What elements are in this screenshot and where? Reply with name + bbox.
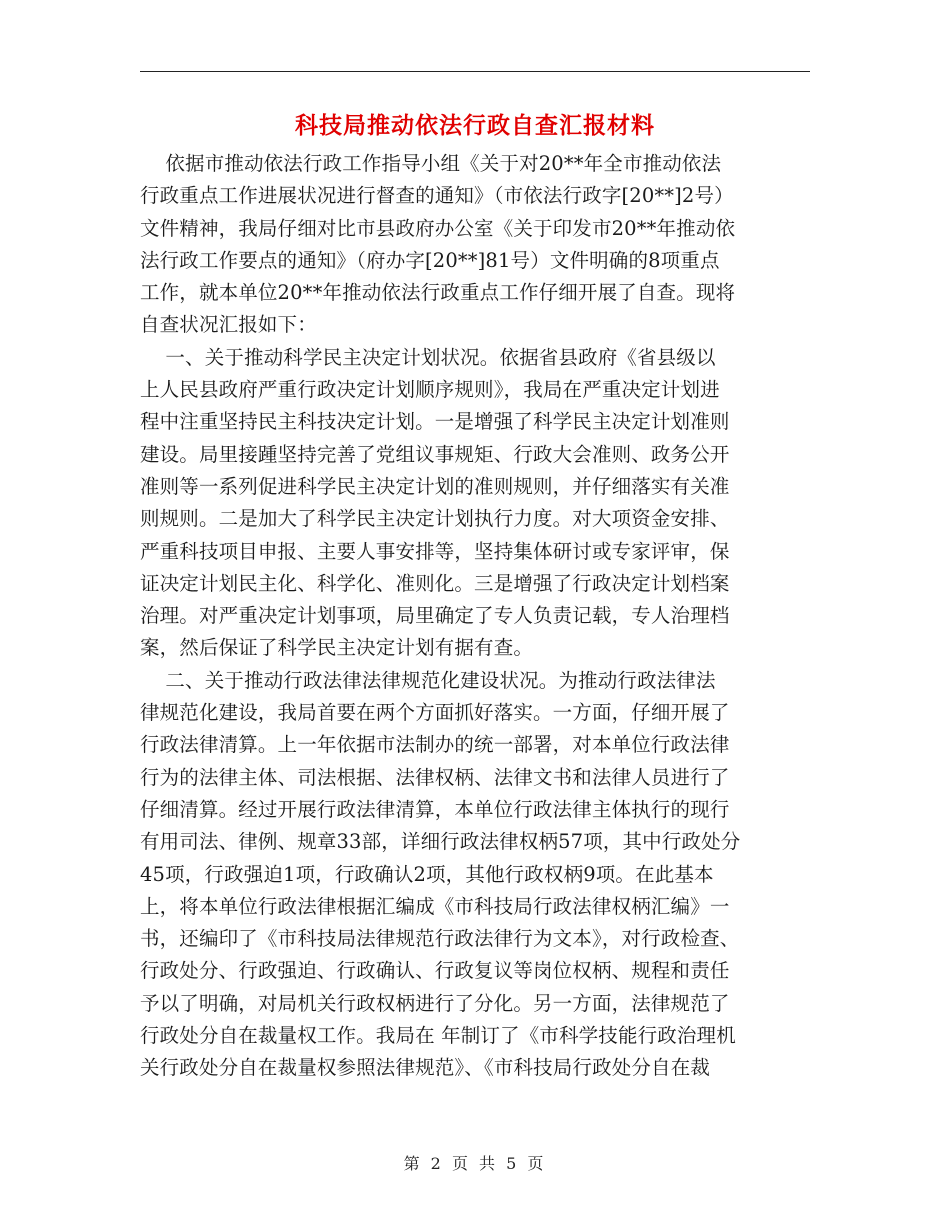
header-rule	[140, 71, 810, 72]
body-line: 工作，就本单位20**年推动依法行政重点工作仔细开展了自查。现将	[140, 281, 736, 305]
body-line: 仔细清算。经过开展行政法律清算，本单位行政法律主体执行的现行	[140, 797, 730, 821]
body-line: 行为的法律主体、司法根据、法律权柄、法律文书和法律人员进行了	[140, 765, 730, 789]
body-line: 建设。局里接踵坚持完善了党组议事规矩、行政大会准则、政务公开	[140, 442, 730, 466]
body-line: 自查状况汇报如下：	[140, 313, 317, 337]
body-line: 治理。对严重决定计划事项，局里确定了专人负责记载，专人治理档	[140, 604, 730, 628]
document-body	[140, 148, 810, 1085]
body-line: 准则等一系列促进科学民主决定计划的准则规则，并仔细落实有关准	[140, 474, 730, 498]
body-line: 则规则。二是加大了科学民主决定计划执行力度。对大项资金安排、	[140, 507, 730, 531]
body-line: 法行政工作要点的通知》（府办字[20**]81号）文件明确的8项重点	[140, 248, 720, 272]
body-line: 书，还编印了《市科技局法律规范行政法律行为文本》，对行政检查、	[140, 927, 740, 951]
body-line: 严重科技项目申报、主要人事安排等，坚持集体研讨或专家评审，保	[140, 539, 730, 563]
body-line: 行政重点工作进展状况进行督查的通知》（市依法行政字[20**]2号）	[140, 184, 734, 208]
body-line: 行政处分、行政强迫、行政确认、行政复议等岗位权柄、规程和责任	[140, 959, 730, 983]
body-line: 案，然后保证了科学民主决定计划有据有查。	[140, 636, 534, 660]
body-line: 行政法律清算。上一年依据市法制办的统一部署，对本单位行政法律	[140, 733, 730, 757]
body-line: 行政处分自在裁量权工作。我局在 年制订了《市科学技能行政治理机	[140, 1024, 736, 1048]
body-line: 依据市推动依法行政工作指导小组《关于对20**年全市推动依法	[140, 152, 722, 175]
body-line: 证决定计划民主化、科学化、准则化。三是增强了行政决定计划档案	[140, 571, 730, 595]
body-line: 二、关于推动行政法律法律规范化建设状况。为推动行政法律法	[140, 668, 716, 692]
body-line: 45项，行政强迫1项，行政确认2项，其他行政权柄9项。在此基本	[140, 862, 714, 886]
body-line: 有用司法、律例、规章33部，详细行政法律权柄57项，其中行政处分	[140, 830, 741, 854]
body-line: 一、关于推动科学民主决定计划状况。依据省县政府《省县级以	[140, 345, 716, 369]
body-line: 予以了明确，对局机关行政权柄进行了分化。另一方面，法律规范了	[140, 991, 730, 1015]
body-line: 律规范化建设，我局首要在两个方面抓好落实。一方面，仔细开展了	[140, 701, 730, 725]
body-line: 上人民县政府严重行政决定计划顺序规则》，我局在严重决定计划进	[140, 378, 720, 402]
body-line: 上，将本单位行政法律根据汇编成《市科技局行政法律权柄汇编》一	[140, 894, 730, 918]
page-number-footer: 第 2 页 共 5 页	[403, 1154, 547, 1173]
body-line: 程中注重坚持民主科技决定计划。一是增强了科学民主决定计划准则	[140, 410, 730, 434]
body-line: 文件精神，我局仔细对比市县政府办公室《关于印发市20**年推动依	[140, 216, 736, 240]
document-title: 科技局推动依法行政自查汇报材料	[295, 113, 655, 139]
body-line: 关行政处分自在裁量权参照法律规范》、《市科技局行政处分自在裁	[140, 1056, 711, 1080]
